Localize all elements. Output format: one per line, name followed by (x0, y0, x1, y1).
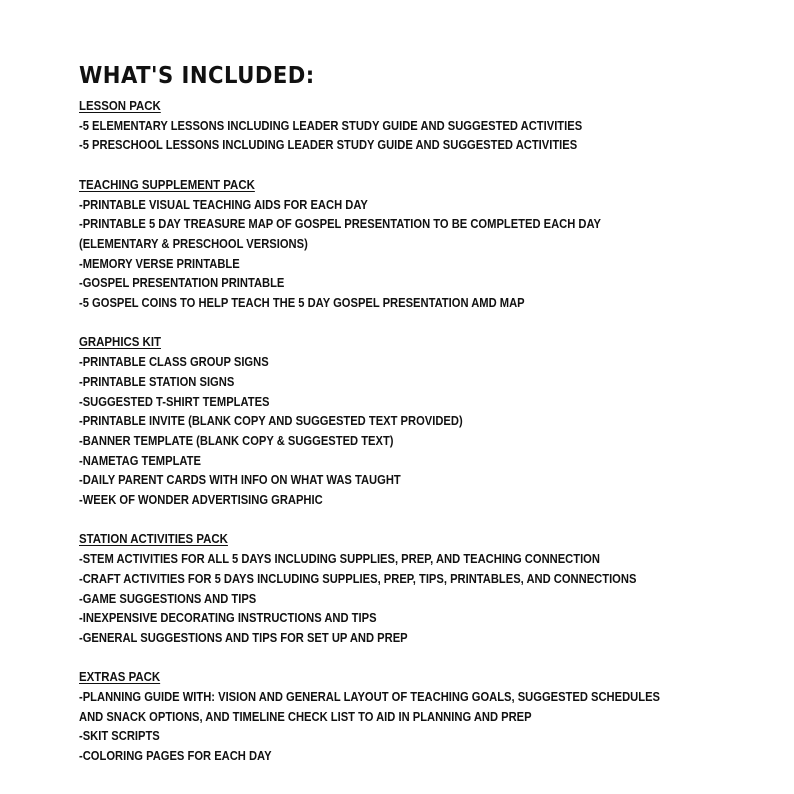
list-item: -BANNER TEMPLATE (BLANK COPY & SUGGESTED TEXT) (79, 432, 394, 448)
list-item: -COLORING PAGES FOR EACH DAY (79, 748, 272, 764)
section-heading: GRAPHICS KIT (79, 334, 161, 350)
list-item: -PLANNING GUIDE WITH: VISION AND GENERAL LAYOUT OF TEACHING GOALS, SUGGESTED SCHEDULES (79, 689, 660, 705)
document (79, 60, 779, 786)
list-item: -PRINTABLE CLASS GROUP SIGNS (79, 354, 269, 370)
item-list (79, 352, 779, 510)
list-item: -5 PRESCHOOL LESSONS INCLUDING LEADER STUDY GUIDE AND SUGGESTED ACTIVITIES (79, 137, 578, 153)
list-item: -5 GOSPEL COINS TO HELP TEACH THE 5 DAY GOSPEL PRESENTATION AMD MAP (79, 295, 525, 311)
section-heading: LESSON PACK (79, 98, 161, 113)
section (79, 667, 779, 766)
list-item: (ELEMENTARY & PRESCHOOL VERSIONS) (79, 235, 308, 251)
list-item: -PRINTABLE 5 DAY TREASURE MAP OF GOSPEL PRESENTATION TO BE COMPLETED EACH DAY (79, 216, 602, 232)
list-item: -MEMORY VERSE PRINTABLE (79, 255, 240, 271)
item-list (79, 116, 779, 155)
list-item: -INEXPENSIVE DECORATING INSTRUCTIONS AND TIPS (79, 610, 377, 626)
section-heading: EXTRAS PACK (79, 669, 161, 685)
list-item: -GENERAL SUGGESTIONS AND TIPS FOR SET UP AND PREP (79, 629, 408, 645)
list-item: -SUGGESTED T-SHIRT TEMPLATES (79, 393, 270, 409)
list-item: -CRAFT ACTIVITIES FOR 5 DAYS INCLUDING SUPPLIES, PREP, TIPS, PRINTABLES, AND CONNECTIONS (79, 570, 637, 586)
section (79, 529, 779, 647)
list-item: -PRINTABLE VISUAL TEACHING AIDS FOR EACH DAY (79, 196, 368, 212)
list-item: -SKIT SCRIPTS (79, 728, 160, 744)
list-item: -STEM ACTIVITIES FOR ALL 5 DAYS INCLUDING SUPPLIES, PREP, AND TEACHING CONNECTION (79, 551, 600, 567)
list-item: -NAMETAG TEMPLATE (79, 452, 201, 468)
page-title: WHAT'S INCLUDED: (79, 63, 315, 89)
list-item: -DAILY PARENT CARDS WITH INFO ON WHAT WAS TAUGHT (79, 472, 401, 488)
list-item: AND SNACK OPTIONS, AND TIMELINE CHECK LIST TO AID IN PLANNING AND PREP (79, 708, 532, 724)
section (79, 175, 779, 313)
list-item: -5 ELEMENTARY LESSONS INCLUDING LEADER STUDY GUIDE AND SUGGESTED ACTIVITIES (79, 117, 583, 133)
item-list (79, 687, 779, 766)
list-item: -PRINTABLE INVITE (BLANK COPY AND SUGGESTED TEXT PROVIDED) (79, 413, 463, 429)
list-item: -WEEK OF WONDER ADVERTISING GRAPHIC (79, 492, 323, 508)
section-heading: STATION ACTIVITIES PACK (79, 531, 228, 547)
list-item: -GAME SUGGESTIONS AND TIPS (79, 590, 257, 606)
sections-container (79, 96, 779, 766)
section (79, 96, 779, 155)
section-heading: TEACHING SUPPLEMENT PACK (79, 176, 255, 192)
list-item: -PRINTABLE STATION SIGNS (79, 373, 235, 389)
list-item: -GOSPEL PRESENTATION PRINTABLE (79, 275, 285, 291)
section (79, 332, 779, 509)
item-list (79, 549, 779, 648)
item-list (79, 195, 779, 313)
